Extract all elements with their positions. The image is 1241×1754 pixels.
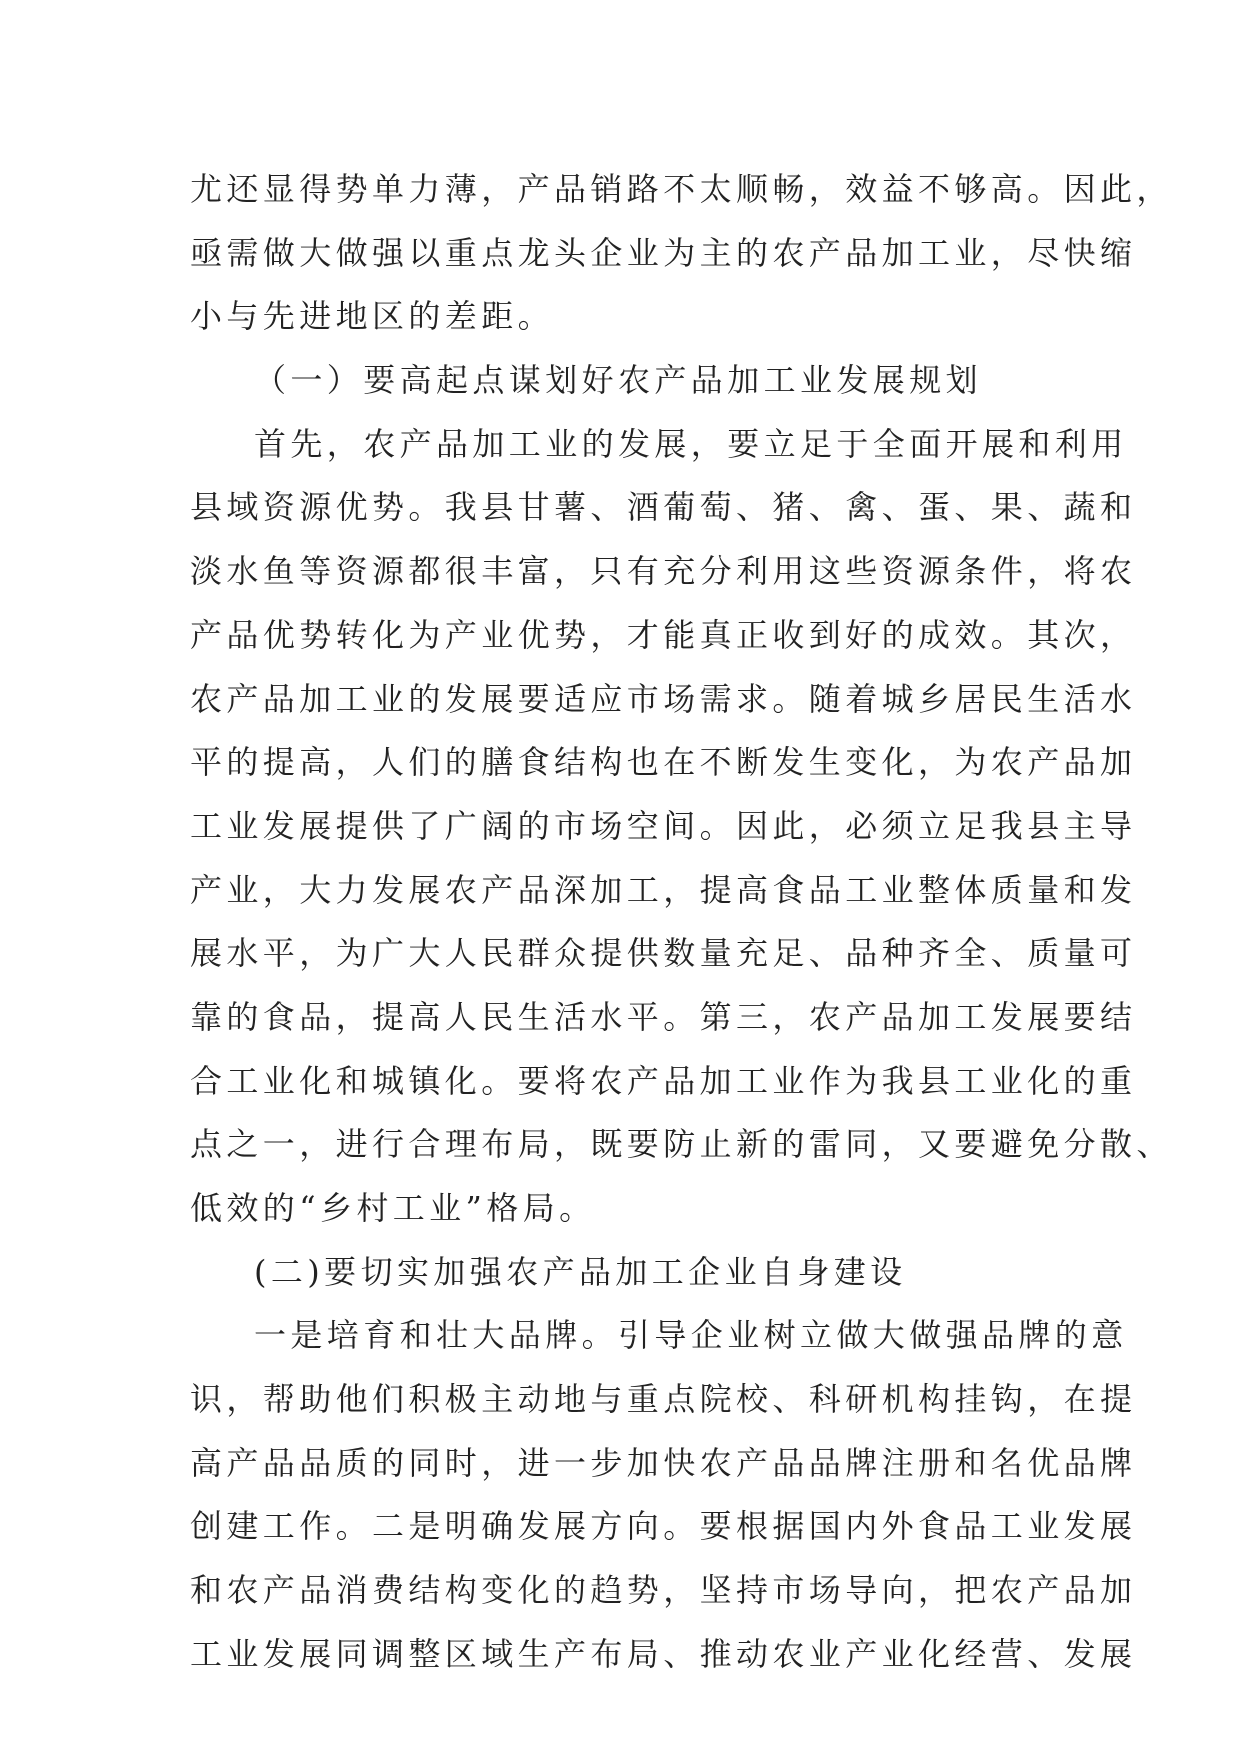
- text-line: 靠的食品，提高人民生活水平。第三，农产品加工发展要结: [190, 997, 1137, 1036]
- text-line: 和农产品消费结构变化的趋势，坚持市场导向，把农产品加: [190, 1571, 1137, 1610]
- section-heading-2: (二)要切实加强农产品加工企业自身建设: [254, 1252, 907, 1291]
- text-line: 展水平，为广大人民群众提供数量充足、品种齐全、质量可: [190, 934, 1137, 973]
- text-line: 小与先进地区的差距。: [190, 297, 555, 336]
- text-line: 高产品品质的同时，进一步加快农产品品牌注册和名优品牌: [190, 1443, 1137, 1482]
- text-line: 淡水鱼等资源都很丰富，只有充分利用这些资源条件，将农: [190, 552, 1137, 591]
- text-line: 亟需做大做强以重点龙头企业为主的农产品加工业，尽快缩: [190, 233, 1137, 272]
- text-line: 产品优势转化为产业优势，才能真正收到好的成效。其次，: [190, 615, 1137, 654]
- paragraph-start: 首先，农产品加工业的发展，要立足于全面开展和利用: [254, 424, 1128, 463]
- text-line: 平的提高，人们的膳食结构也在不断发生变化，为农产品加: [190, 743, 1137, 782]
- text-line: 县域资源优势。我县甘薯、酒葡萄、猪、禽、蛋、果、蔬和: [190, 488, 1137, 527]
- text-line: 工业发展同调整区域生产布局、推动农业产业化经营、发展: [190, 1634, 1137, 1673]
- text-line: 低效的“乡村工业”格局。: [190, 1189, 596, 1227]
- section-heading-1: （一）要高起点谋划好农产品加工业发展规划: [254, 361, 983, 400]
- text-line: 产业，大力发展农产品深加工，提高食品工业整体质量和发: [190, 870, 1137, 909]
- text-line: 点之一，进行合理布局，既要防止新的雷同，又要避免分散、: [190, 1125, 1173, 1164]
- text-line: 农产品加工业的发展要适应市场需求。随着城乡居民生活水: [190, 679, 1137, 718]
- text-line: 识，帮助他们积极主动地与重点院校、科研机构挂钩，在提: [190, 1380, 1137, 1419]
- paragraph-start: 一是培育和壮大品牌。引导企业树立做大做强品牌的意: [254, 1316, 1128, 1355]
- text-line: 合工业化和城镇化。要将农产品加工业作为我县工业化的重: [190, 1061, 1137, 1100]
- text-line: 创建工作。二是明确发展方向。要根据国内外食品工业发展: [190, 1507, 1137, 1546]
- text-line: 工业发展提供了广阔的市场空间。因此，必须立足我县主导: [190, 806, 1137, 845]
- document-body: [190, 158, 1173, 1687]
- text-line: 尤还显得势单力薄，产品销路不太顺畅，效益不够高。因此，: [190, 170, 1173, 208]
